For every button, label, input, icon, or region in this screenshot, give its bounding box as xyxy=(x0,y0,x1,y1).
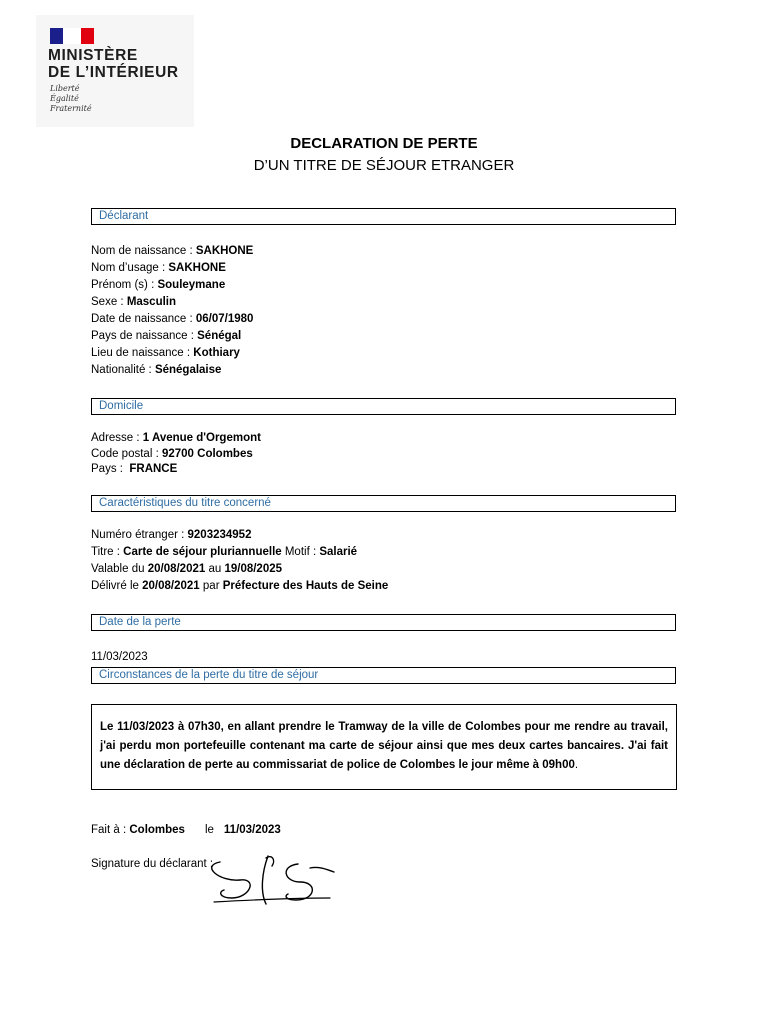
circonstances-text: Le 11/03/2023 à 07h30, en allant prendre le Tramway de la ville de Colombes pour me rendre au travail, j'ai perdu mon portefeuille contenant ma carte de séjour ainsi que mes deux cartes bancaires. J'ai fait une déclaration de perte au commissariat de police de Colombes le jour même à 09h00. xyxy=(100,721,668,771)
field-pays-naissance: Pays de naissance : Sénégal xyxy=(91,330,242,342)
field-date-perte: 11/03/2023 xyxy=(91,651,148,663)
field-nationalite: Nationalité : Sénégalaise xyxy=(91,364,222,376)
field-adresse: Adresse : 1 Avenue d'Orgemont xyxy=(91,432,261,444)
field-nom-usage: Nom d’usage : SAKHONE xyxy=(91,262,226,274)
ministry-name-line2: DE L’INTÉRIEUR xyxy=(48,64,179,81)
fait-a-line: Fait à : Colombes le 11/03/2023 xyxy=(91,824,281,836)
motto-fraternite: Fraternité xyxy=(50,104,92,113)
section-declarant xyxy=(91,208,676,225)
field-lieu-naissance: Lieu de naissance : Kothiary xyxy=(91,347,240,359)
section-title: Domicile xyxy=(99,400,144,412)
section-title: Circonstances de la perte du titre de séjour xyxy=(99,669,319,681)
section-date-perte xyxy=(91,614,676,631)
section-titre xyxy=(91,495,676,512)
field-code-postal: Code postal : 92700 Colombes xyxy=(91,448,253,460)
section-circonstances xyxy=(91,667,676,684)
field-sexe: Sexe : Masculin xyxy=(91,296,177,308)
section-title: Caractéristiques du titre concerné xyxy=(99,497,271,509)
field-numero-etranger: Numéro étranger : 9203234952 xyxy=(91,529,252,541)
field-titre-motif: Titre : Carte de séjour pluriannuelle Motif : Salarié xyxy=(91,546,358,558)
field-validite: Valable du 20/08/2021 au 19/08/2025 xyxy=(91,563,283,575)
section-title: Déclarant xyxy=(99,210,149,222)
section-domicile xyxy=(91,398,676,415)
field-date-naissance: Date de naissance : 06/07/1980 xyxy=(91,313,254,325)
field-delivrance: Délivré le 20/08/2021 par Préfecture des Hauts de Seine xyxy=(91,580,389,592)
section-title: Date de la perte xyxy=(99,616,181,628)
signature-label: Signature du déclarant : xyxy=(91,858,214,870)
marianne-flag-icon xyxy=(50,28,94,44)
motto-egalite: Égalité xyxy=(50,94,79,103)
circonstances-box xyxy=(91,704,677,790)
document-subtitle: D’UN TITRE DE SÉJOUR ETRANGER xyxy=(253,157,515,174)
ministry-name-line1: MINISTÈRE xyxy=(48,47,138,64)
handwritten-signature xyxy=(210,852,340,912)
field-pays: Pays : FRANCE xyxy=(91,463,178,475)
motto-liberte: Liberté xyxy=(50,84,80,93)
field-prenom: Prénom (s) : Souleymane xyxy=(91,279,226,291)
field-nom-naissance: Nom de naissance : SAKHONE xyxy=(91,245,254,257)
document-title: DECLARATION DE PERTE xyxy=(290,135,478,152)
